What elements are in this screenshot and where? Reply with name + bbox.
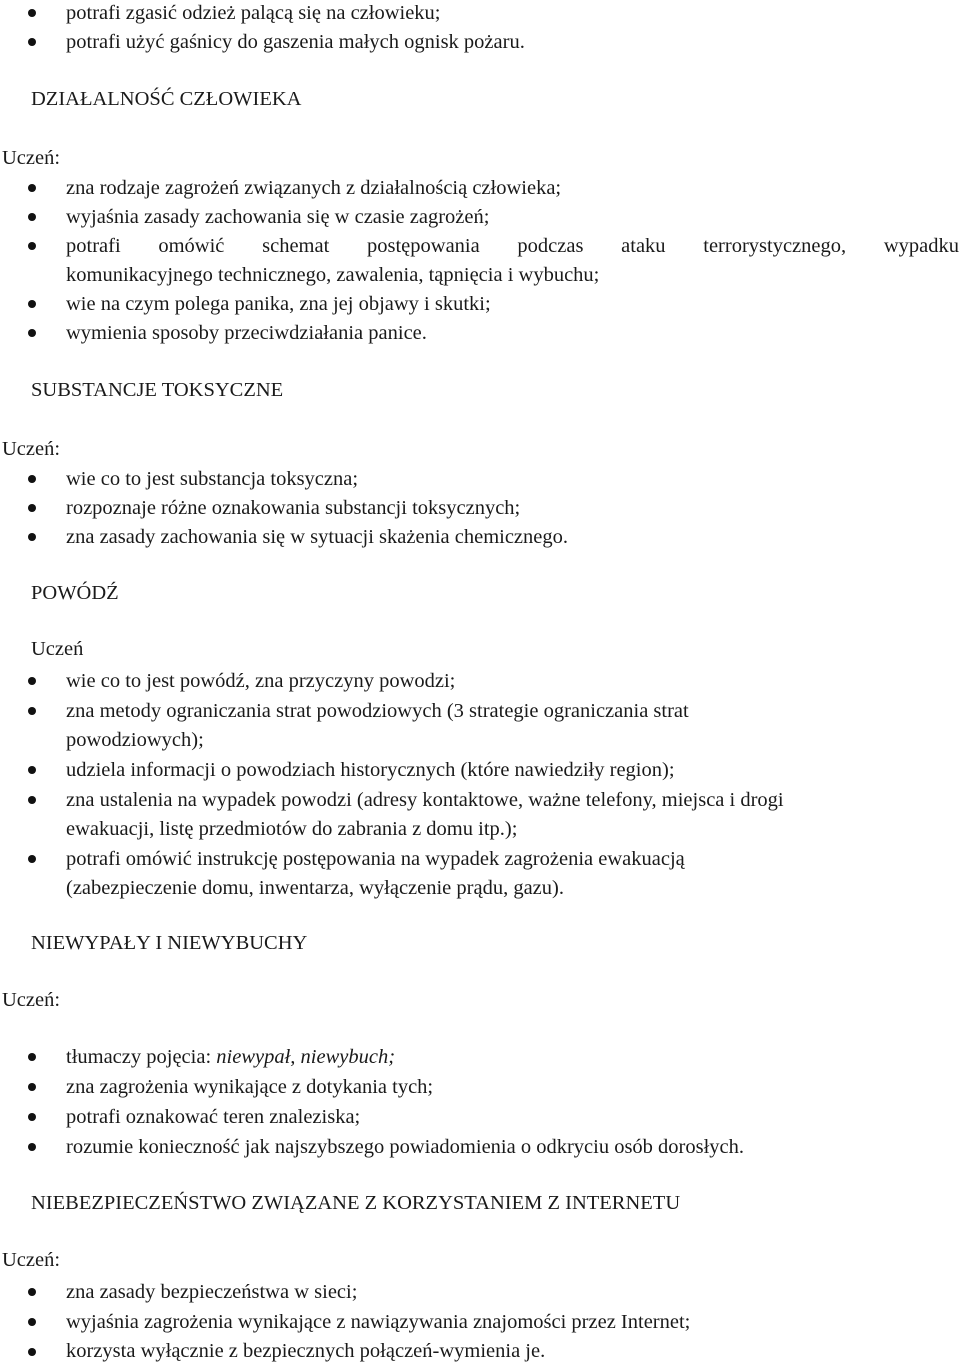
list-item-text: tłumaczy pojęcia: xyxy=(66,1046,217,1068)
list-item: udziela informacji o powodziach historycznych (które nawiedziły region); xyxy=(66,759,675,781)
bullet-icon xyxy=(28,533,36,541)
list-item xyxy=(66,1045,395,1069)
section-label: Uczeń xyxy=(31,638,84,660)
bullet-icon xyxy=(28,1348,36,1356)
list-item: wie co to jest powódź, zna przyczyny powodzi; xyxy=(66,670,456,692)
bullet-icon xyxy=(28,1143,36,1151)
list-item: potrafi omówić instrukcję postępowania na wypadek zagrożenia ewakuacją xyxy=(66,848,685,870)
list-item: zna zasady bezpieczeństwa w sieci; xyxy=(66,1281,358,1303)
list-item: wie na czym polega panika, zna jej objawy i skutki; xyxy=(66,293,491,315)
list-item: zna metody ograniczania strat powodziowych (3 strategie ograniczania strat xyxy=(66,700,689,722)
list-item: zna rodzaje zagrożeń związanych z działalnością człowieka; xyxy=(66,177,562,199)
bullet-icon xyxy=(28,329,36,337)
list-item-continuation: (zabezpieczenie domu, inwentarza, wyłączenie prądu, gazu). xyxy=(66,877,564,899)
list-item: rozumie konieczność jak najszybszego powiadomienia o odkryciu osób dorosłych. xyxy=(66,1136,745,1158)
bullet-icon xyxy=(28,1318,36,1326)
bullet-icon xyxy=(28,1288,36,1296)
list-item: potrafi omówić schemat postępowania podczas ataku terrorystycznego, wypadku xyxy=(66,235,959,257)
bullet-icon xyxy=(28,677,36,685)
bullet-icon xyxy=(28,242,36,250)
bullet-icon xyxy=(28,213,36,221)
bullet-icon xyxy=(28,475,36,483)
section-label: Uczeń: xyxy=(2,438,61,460)
list-item-continuation: powodziowych); xyxy=(66,729,204,751)
list-item: korzysta wyłącznie z bezpiecznych połączeń-wymienia je. xyxy=(66,1340,546,1362)
section-heading: POWÓDŹ xyxy=(31,582,119,604)
list-item: zna zasady zachowania się w sytuacji skażenia chemicznego. xyxy=(66,526,569,548)
list-item: zna zagrożenia wynikające z dotykania tych; xyxy=(66,1076,434,1098)
section-label: Uczeń: xyxy=(2,147,61,169)
section-label: Uczeń: xyxy=(2,1249,61,1271)
list-item-terms: niewypał, niewybuch; xyxy=(216,1046,396,1068)
list-item: wie co to jest substancja toksyczna; xyxy=(66,468,359,490)
bullet-icon xyxy=(28,1053,36,1061)
bullet-icon xyxy=(28,1083,36,1091)
bullet-icon xyxy=(28,766,36,774)
list-item: wymienia sposoby przeciwdziałania panice. xyxy=(66,322,427,344)
section-heading: DZIAŁALNOŚĆ CZŁOWIEKA xyxy=(31,88,302,110)
bullet-icon xyxy=(28,504,36,512)
list-item: potrafi zgasić odzież palącą się na człowieku; xyxy=(66,2,441,24)
section-heading: NIEWYPAŁY I NIEWYBUCHY xyxy=(31,932,308,954)
bullet-icon xyxy=(28,9,36,17)
list-item: rozpoznaje różne oznakowania substancji toksycznych; xyxy=(66,497,521,519)
bullet-icon xyxy=(28,796,36,804)
bullet-icon xyxy=(28,855,36,863)
section-heading: NIEBEZPIECZEŃSTWO ZWIĄZANE Z KORZYSTANIEM Z INTERNETU xyxy=(31,1192,681,1214)
list-item: wyjaśnia zagrożenia wynikające z nawiązywania znajomości przez Internet; xyxy=(66,1311,691,1333)
bullet-icon xyxy=(28,300,36,308)
list-item: wyjaśnia zasady zachowania się w czasie zagrożeń; xyxy=(66,206,490,228)
bullet-icon xyxy=(28,184,36,192)
bullet-icon xyxy=(28,38,36,46)
list-item: zna ustalenia na wypadek powodzi (adresy kontaktowe, ważne telefony, miejsca i drogi xyxy=(66,789,784,811)
list-item-continuation: komunikacyjnego technicznego, zawalenia, tąpnięcia i wybuchu; xyxy=(66,264,600,286)
section-label: Uczeń: xyxy=(2,989,61,1011)
list-item-continuation: ewakuacji, listę przedmiotów do zabrania z domu itp.); xyxy=(66,818,518,840)
bullet-icon xyxy=(28,707,36,715)
bullet-icon xyxy=(28,1113,36,1121)
list-item: potrafi oznakować teren znaleziska; xyxy=(66,1106,361,1128)
section-heading: SUBSTANCJE TOKSYCZNE xyxy=(31,379,284,401)
list-item: potrafi użyć gaśnicy do gaszenia małych ognisk pożaru. xyxy=(66,31,525,53)
